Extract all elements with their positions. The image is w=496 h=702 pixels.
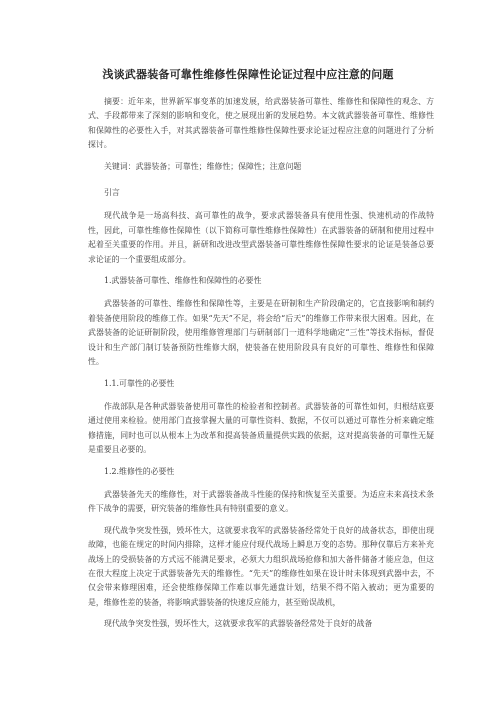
intro-heading: 引言 [104,188,120,198]
document-title: 浅谈武器装备可靠性维修性保障性论证过程中应注意的问题 [102,68,394,81]
section-1-2-paragraph-2: 现代战争突发性强，毁坏性大，这就要求我军的武器装备经常处于良好的战备状态，即使出现故障，也能在规定的时间内排除，这样才能应付现代战场上瞬息万变的态势。那种仅靠后方来补充战场上的受损装备的方式远不能满足要求，必须大力组织战场抢修和加大备件储备才能应急，但这在很大程度上决定于武器装备先天的维修性。“先天”的维修性如果在设计时未体现到武器中去，不仅会带来修理困难，还会使维修保障工作难以事先通盘计划，结果不得不陷入被动；更为重要的是，维修性差的装备，将影响武器装备的快速反应能力，甚至贻误战机， [88,525,434,607]
section-1-2-paragraph-1: 武器装备先天的维修性，对于武器装备战斗性能的保持和恢复至关重要。为适应未来高技术条件下战争的需要，研究装备的维修性具有特别重要的意义。 [88,489,434,514]
section-1-1-paragraph: 作战部队是各种武器装备使用可靠性的检验者和控制者。武器装备的可靠性如何，归根结底要通过使用来检验。使用部门直接掌握大量的可靠性资料、数据，不仅可以通过可靠性分析来确定维修措施，同时也可以从根本上为改革和提高装备质量提供实践的依据，这对提高装备的可靠性无疑是重要且必要的。 [88,401,434,455]
section-1-2-paragraph-3: 现代战争突发性强，毁坏性大，这就要求我军的武器装备经常处于良好的战备 [104,619,373,629]
intro-paragraph: 现代战争是一场高科技、高可靠性的战争，要求武器装备具有使用性强、快速机动的作战特性，因此，可靠性维修性保障性（以下简称可靠性维修性保障性）在武器装备的研制和使用过程中起着至关重要的作用。并且，新研和改进改型武器装备可靠性维修性保障性要求的论证是装备总要求论证的一个重要组成部分。 [88,211,434,264]
section-1-heading: 1.武器装备可靠性、维修性和保障性的必要性 [104,276,262,286]
section-1-2-heading: 1.2.维修性的必要性 [104,466,175,476]
section-1-paragraph: 武器装备的可靠性、维修性和保障性等，主要是在研制和生产阶段确定的，它直接影响和制约着装备使用阶段的维修工作。如果“先天”不足，将会给“后天”的维修工作带来很大困难。因此，在武器装备的论证研制阶段，使用维修管理部门与研制部门一道科学地确定“三性”等技术指标，督促设计和生产部门制订装备预防性维修大纲，使装备在使用阶段具有良好的可靠性、维修性和保障性。 [88,299,434,367]
section-1-1-heading: 1.1.可靠性的必要性 [104,378,175,388]
abstract-paragraph: 摘要：近年来，世界新军事变革的加速发展，给武器装备可靠性、维修性和保障性的观念、方式、手段都带来了深刻的影响和变化，使之展现出新的发展趋势。本文就武器装备可靠性、维修性和保障性的必要性入手，对其武器装备可靠性维修性保障性要求论证过程应注意的问题进行了分析探讨。 [88,97,434,150]
keywords-paragraph: 关键词：武器装备；可靠性；维修性；保障性；注意问题 [104,161,302,171]
document-body [88,95,434,639]
